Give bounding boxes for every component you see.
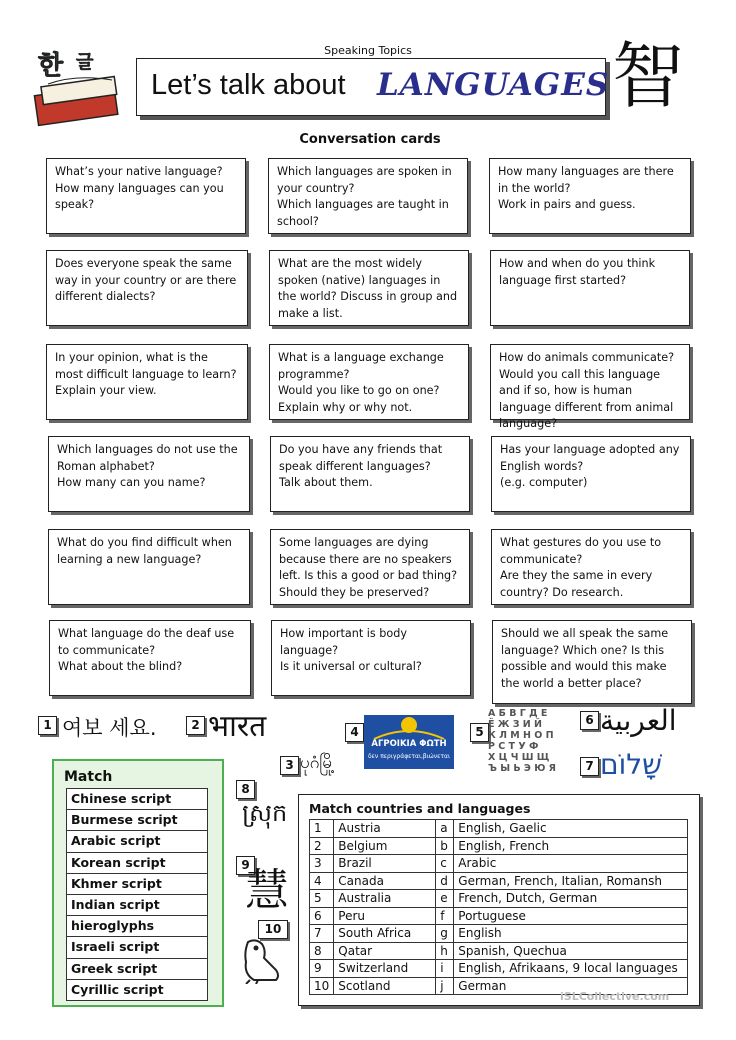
row-letter: g: [436, 925, 454, 943]
match-item: Khmer script: [67, 874, 207, 895]
table-row: [310, 837, 688, 855]
language-cell: German, French, Italian, Romansh: [454, 872, 688, 890]
watermark: iSLCollective.com: [560, 990, 670, 1003]
language-cell: English, Gaelic: [454, 820, 688, 838]
match-item: Cyrillic script: [71, 981, 164, 997]
match-item: Greek script: [67, 959, 207, 980]
page-title: Let’s talk about: [151, 69, 346, 101]
script-number: 9: [236, 856, 255, 875]
indian-script-sample: भारत: [208, 709, 267, 744]
row-number: 6: [310, 907, 334, 925]
books-logo-icon: [28, 44, 124, 134]
row-number: 1: [310, 820, 334, 838]
greek-script-sample: [364, 715, 454, 769]
script-number: 1: [38, 716, 57, 735]
conversation-card: What language do the deaf use to communicate? What about the blind?: [49, 620, 251, 696]
language-cell: English, French: [454, 837, 688, 855]
country-cell: Qatar: [334, 942, 436, 960]
row-letter: j: [436, 977, 454, 995]
row-number: 9: [310, 960, 334, 978]
match-item: Chinese script: [67, 789, 207, 810]
row-letter: c: [436, 855, 454, 873]
country-cell: Australia: [334, 890, 436, 908]
row-letter: h: [436, 942, 454, 960]
row-letter: e: [436, 890, 454, 908]
row-letter: d: [436, 872, 454, 890]
conversation-card: How do animals communicate? Would you call this language and if so, how is human language different from animal language?: [490, 344, 690, 420]
script-number: 7: [580, 757, 599, 776]
language-cell: Spanish, Quechua: [454, 942, 688, 960]
wisdom-character: 智: [612, 34, 685, 118]
svg-text:한: 한: [38, 51, 64, 81]
row-number: 7: [310, 925, 334, 943]
conversation-card: How many languages are there in the world? Work in pairs and guess.: [489, 158, 691, 234]
script-number: 8: [236, 780, 255, 799]
country-cell: Peru: [334, 907, 436, 925]
script-number: 6: [580, 711, 599, 730]
language-cell: German: [454, 977, 688, 995]
match-item: Korean script: [67, 853, 207, 874]
table-row: [310, 942, 688, 960]
owl-hieroglyph-icon: [236, 934, 286, 984]
conversation-card: What are the most widely spoken (native) languages in the world? Discuss in group and make a list.: [269, 250, 469, 326]
row-letter: i: [436, 960, 454, 978]
table-row: [310, 855, 688, 873]
burmese-script-sample: ပုဂံမြို့: [300, 753, 335, 773]
row-number: 4: [310, 872, 334, 890]
title-box: [136, 58, 610, 116]
row-letter: b: [436, 837, 454, 855]
conversation-card: How important is body language? Is it universal or cultural?: [271, 620, 471, 696]
topic-label: Speaking Topics: [324, 44, 412, 57]
conversation-card: Does everyone speak the same way in your country or are there different dialects?: [46, 250, 248, 326]
row-number: 10: [310, 977, 334, 995]
conversation-card: Do you have any friends that speak different languages? Talk about them.: [270, 436, 470, 512]
greek-script-tagline: δεν περιγράφεται,βιώνεται: [368, 753, 450, 760]
row-letter: f: [436, 907, 454, 925]
row-number: 5: [310, 890, 334, 908]
language-cell: English, Afrikaans, 9 local languages: [454, 960, 688, 978]
table-row: [310, 890, 688, 908]
conversation-card: Has your language adopted any English words? (e.g. computer): [491, 436, 691, 512]
korean-script-sample: 여보 세요.: [62, 716, 157, 740]
arabic-script-sample: العربية: [600, 704, 677, 737]
khmer-script-sample: ស្រុក: [242, 799, 288, 827]
match-item: hieroglyphs: [67, 916, 207, 937]
countries-title: Match countries and languages: [309, 801, 531, 816]
match-scripts-panel: [52, 759, 224, 1007]
hebrew-script-sample: שָׁלוֹם: [600, 748, 662, 781]
language-cell: Portuguese: [454, 907, 688, 925]
row-letter: a: [436, 820, 454, 838]
row-number: 8: [310, 942, 334, 960]
country-cell: Switzerland: [334, 960, 436, 978]
table-row: [310, 820, 688, 838]
conversation-card: Which languages are spoken in your country? Which languages are taught in school?: [268, 158, 468, 234]
country-cell: South Africa: [334, 925, 436, 943]
conversation-card: In your opinion, what is the most difficult language to learn? Explain your view.: [46, 344, 248, 420]
conversation-card: What’s your native language? How many languages can you speak?: [46, 158, 246, 234]
country-cell: Canada: [334, 872, 436, 890]
match-list: [66, 788, 208, 1001]
script-number: 5: [470, 723, 489, 742]
conversation-card: What do you find difficult when learning a new language?: [48, 529, 250, 605]
subtitle: Conversation cards: [299, 132, 441, 147]
match-item: Israeli script: [67, 937, 207, 958]
conversation-card: What gestures do you use to communicate? Are they the same in every country? Do research.: [491, 529, 691, 605]
country-cell: Scotland: [334, 977, 436, 995]
row-number: 3: [310, 855, 334, 873]
svg-text:글: 글: [76, 52, 94, 73]
cyrillic-script-sample: А Б В Г Д Е Ё Ж З И Й К Л М Н О П Р С Т У Ф Х Ц Ч Ш Щ Ъ Ы Ь Э Ю Я: [488, 708, 556, 774]
conversation-card: Should we all speak the same language? Which one? Is this possible and would this make the world a better place?: [492, 620, 692, 704]
match-item: Arabic script: [67, 831, 207, 852]
script-number: 10: [258, 920, 288, 939]
page-title-highlight: LANGUAGES: [377, 67, 610, 103]
table-row: [310, 907, 688, 925]
country-cell: Austria: [334, 820, 436, 838]
countries-languages-panel: [298, 794, 700, 1006]
conversation-card: How and when do you think language first started?: [490, 250, 690, 326]
language-cell: English: [454, 925, 688, 943]
script-number: 3: [280, 756, 299, 775]
conversation-card: Some languages are dying because there are no speakers left. Is this a good or bad thing? Should they be preserved?: [270, 529, 470, 605]
script-number: 4: [345, 723, 364, 742]
countries-table: [309, 819, 688, 995]
match-title: Match: [64, 769, 113, 785]
language-cell: French, Dutch, German: [454, 890, 688, 908]
match-item: Indian script: [67, 895, 207, 916]
country-cell: Belgium: [334, 837, 436, 855]
table-row: [310, 872, 688, 890]
table-row: [310, 960, 688, 978]
conversation-card: Which languages do not use the Roman alphabet? How many can you name?: [48, 436, 250, 512]
table-row: [310, 925, 688, 943]
greek-script-title: ΑΓΡΟΙΚΙΑ ΦΩΤΗ: [371, 739, 447, 749]
row-number: 2: [310, 837, 334, 855]
script-number: 2: [186, 716, 205, 735]
chinese-script-sample: 慧: [245, 865, 289, 916]
country-cell: Brazil: [334, 855, 436, 873]
language-cell: Arabic: [454, 855, 688, 873]
match-item: Burmese script: [67, 810, 207, 831]
conversation-card: What is a language exchange programme? Would you like to go on one? Explain why or why not.: [269, 344, 469, 420]
